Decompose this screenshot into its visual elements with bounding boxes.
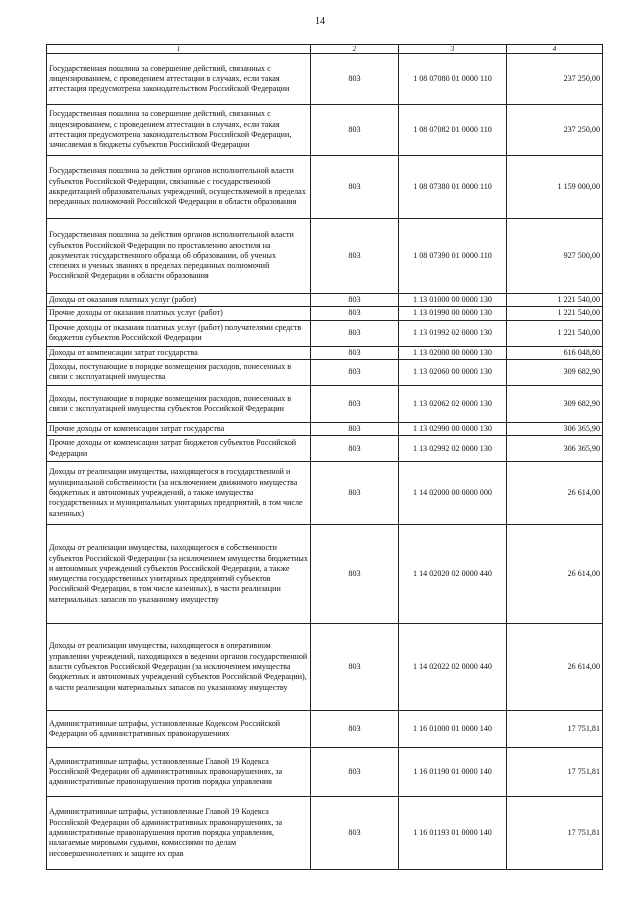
revenue-name-cell: Доходы, поступающие в порядке возмещения расходов, понесенных в связи с эксплуатацией имущества: [47, 359, 311, 385]
table-row: [47, 624, 603, 711]
page-number: 14: [315, 16, 325, 27]
budget-code-cell: 1 16 01193 01 0000 140: [399, 797, 507, 870]
revenue-name-cell: Доходы от оказания платных услуг (работ): [47, 294, 311, 307]
budget-code-cell: 1 14 02022 02 0000 440: [399, 624, 507, 711]
amount-cell: 26 614,00: [507, 462, 603, 525]
budget-code-cell: 1 13 01000 00 0000 130: [399, 294, 507, 307]
table-row: [47, 294, 603, 307]
revenue-name-cell: Прочие доходы от оказания платных услуг (работ) получателями средств бюджетов субъектов Российской Федерации: [47, 320, 311, 346]
table-row: [47, 346, 603, 359]
revenue-name-cell: Доходы от реализации имущества, находящегося в собственности субъектов Российской Федерации (за исключением имущества бюджетных и автономных учреждений субъектов Российской Федерации, а также имущества государственных унитарных предприятий субъектов Российской Федерации, в том числе казенных), в части реализации материальных запасов по указанному имуществу: [47, 525, 311, 624]
amount-cell: 1 221 540,00: [507, 307, 603, 320]
admin-code-cell: 803: [311, 156, 399, 219]
revenue-name-cell: Государственная пошлина за совершение действий, связанных с лицензированием, с проведением аттестации в случаях, если такая аттестация предусмотрена законодательством Российской Федерации, зачисляемая в бюджеты субъектов Российской Федерации: [47, 105, 311, 156]
table-row: [47, 105, 603, 156]
revenue-name-cell: Прочие доходы от компенсации затрат бюджетов субъектов Российской Федерации: [47, 436, 311, 462]
amount-cell: 17 751,81: [507, 748, 603, 797]
amount-cell: 237 250,00: [507, 105, 603, 156]
admin-code-cell: 803: [311, 525, 399, 624]
table-row: [47, 54, 603, 105]
budget-code-cell: 1 16 01190 01 0000 140: [399, 748, 507, 797]
revenue-name-cell: Прочие доходы от компенсации затрат государства: [47, 422, 311, 435]
budget-code-cell: 1 13 02992 02 0000 130: [399, 436, 507, 462]
table-row: [47, 436, 603, 462]
admin-code-cell: 803: [311, 105, 399, 156]
budget-code-cell: 1 13 02990 00 0000 130: [399, 422, 507, 435]
budget-code-cell: 1 13 02060 00 0000 130: [399, 359, 507, 385]
revenue-name-cell: Доходы, поступающие в порядке возмещения расходов, понесенных в связи с эксплуатацией имущества субъектов Российской Федерации: [47, 385, 311, 422]
admin-code-cell: 803: [311, 624, 399, 711]
budget-code-cell: 1 13 01990 00 0000 130: [399, 307, 507, 320]
table-row: [47, 320, 603, 346]
amount-cell: 309 682,90: [507, 385, 603, 422]
budget-code-cell: 1 08 07082 01 0000 110: [399, 105, 507, 156]
admin-code-cell: 803: [311, 436, 399, 462]
column-number: 2: [311, 45, 399, 54]
admin-code-cell: 803: [311, 748, 399, 797]
revenue-name-cell: Административные штрафы, установленные Главой 19 Кодекса Российской Федерации об административных правонарушениях, за административные правонарушения против порядка управления, налагаемые мировыми судьями, комиссиями по делам несовершеннолетних и защите их прав: [47, 797, 311, 870]
table-row: [47, 219, 603, 294]
column-number: 3: [399, 45, 507, 54]
table-row: [47, 422, 603, 435]
admin-code-cell: 803: [311, 422, 399, 435]
amount-cell: 26 614,00: [507, 525, 603, 624]
column-number-row: [47, 45, 603, 54]
admin-code-cell: 803: [311, 219, 399, 294]
revenue-name-cell: Доходы от компенсации затрат государства: [47, 346, 311, 359]
admin-code-cell: 803: [311, 294, 399, 307]
amount-cell: 17 751,81: [507, 711, 603, 748]
budget-code-cell: 1 08 07390 01 0000 110: [399, 219, 507, 294]
amount-cell: 306 365,90: [507, 422, 603, 435]
admin-code-cell: 803: [311, 711, 399, 748]
amount-cell: 1 159 000,00: [507, 156, 603, 219]
amount-cell: 309 682,90: [507, 359, 603, 385]
admin-code-cell: 803: [311, 54, 399, 105]
budget-code-cell: 1 14 02020 02 0000 440: [399, 525, 507, 624]
table-row: [47, 711, 603, 748]
amount-cell: 927 500,00: [507, 219, 603, 294]
admin-code-cell: 803: [311, 346, 399, 359]
admin-code-cell: 803: [311, 320, 399, 346]
admin-code-cell: 803: [311, 797, 399, 870]
table-row: [47, 156, 603, 219]
revenue-name-cell: Государственная пошлина за действия органов исполнительной власти субъектов Российской Федерации по проставлению апостиля на документах государственного образца об образовании, об ученых степенях и ученых званиях в пределах переданных полномочий Российской Федерации в области образования: [47, 219, 311, 294]
amount-cell: 1 221 540,00: [507, 320, 603, 346]
admin-code-cell: 803: [311, 462, 399, 525]
revenue-name-cell: Административные штрафы, установленные Кодексом Российской Федерации об административных правонарушениях: [47, 711, 311, 748]
budget-code-cell: 1 13 02062 02 0000 130: [399, 385, 507, 422]
budget-code-cell: 1 14 02000 00 0000 000: [399, 462, 507, 525]
amount-cell: 17 751,81: [507, 797, 603, 870]
budget-code-cell: 1 16 01000 01 0000 140: [399, 711, 507, 748]
amount-cell: 616 048,80: [507, 346, 603, 359]
table-row: [47, 359, 603, 385]
revenue-name-cell: Доходы от реализации имущества, находящегося в государственной и муниципальной собственности (за исключением движимого имущества бюджетных и автономных учреждений, а также имущества государственных и муниципальных унитарных предприятий, в том числе казенных): [47, 462, 311, 525]
budget-code-cell: 1 08 07080 01 0000 110: [399, 54, 507, 105]
revenue-name-cell: Административные штрафы, установленные Главой 19 Кодекса Российской Федерации об административных правонарушениях, за административные правонарушения против порядка управления: [47, 748, 311, 797]
column-number: 1: [47, 45, 311, 54]
revenue-name-cell: Государственная пошлина за действия органов исполнительной власти субъектов Российской Федерации, связанные с государственной аккредитацией образовательных учреждений, осуществляемой в пределах переданных полномочий Российской Федерации в области образования: [47, 156, 311, 219]
admin-code-cell: 803: [311, 307, 399, 320]
revenue-name-cell: Государственная пошлина за совершение действий, связанных с лицензированием, с проведением аттестации в случаях, если такая аттестация предусмотрена законодательством Российской Федерации: [47, 54, 311, 105]
budget-code-cell: 1 13 02000 00 0000 130: [399, 346, 507, 359]
budget-revenue-table: [46, 44, 603, 870]
table-row: [47, 462, 603, 525]
table-row: [47, 525, 603, 624]
admin-code-cell: 803: [311, 359, 399, 385]
amount-cell: 306 365,90: [507, 436, 603, 462]
revenue-name-cell: Доходы от реализации имущества, находящегося в оперативном управлении учреждений, находящихся в ведении органов государственной власти субъектов Российской Федерации (за исключением имущества бюджетных и автономных учреждений субъектов Российской Федерации), в части реализации материальных запасов по указанному имуществу: [47, 624, 311, 711]
table-row: [47, 385, 603, 422]
column-number: 4: [507, 45, 603, 54]
amount-cell: 237 250,00: [507, 54, 603, 105]
budget-code-cell: 1 13 01992 02 0000 130: [399, 320, 507, 346]
amount-cell: 26 614,00: [507, 624, 603, 711]
revenue-name-cell: Прочие доходы от оказания платных услуг (работ): [47, 307, 311, 320]
table-row: [47, 307, 603, 320]
budget-code-cell: 1 08 07380 01 0000 110: [399, 156, 507, 219]
table-row: [47, 797, 603, 870]
table-row: [47, 748, 603, 797]
admin-code-cell: 803: [311, 385, 399, 422]
amount-cell: 1 221 540,00: [507, 294, 603, 307]
